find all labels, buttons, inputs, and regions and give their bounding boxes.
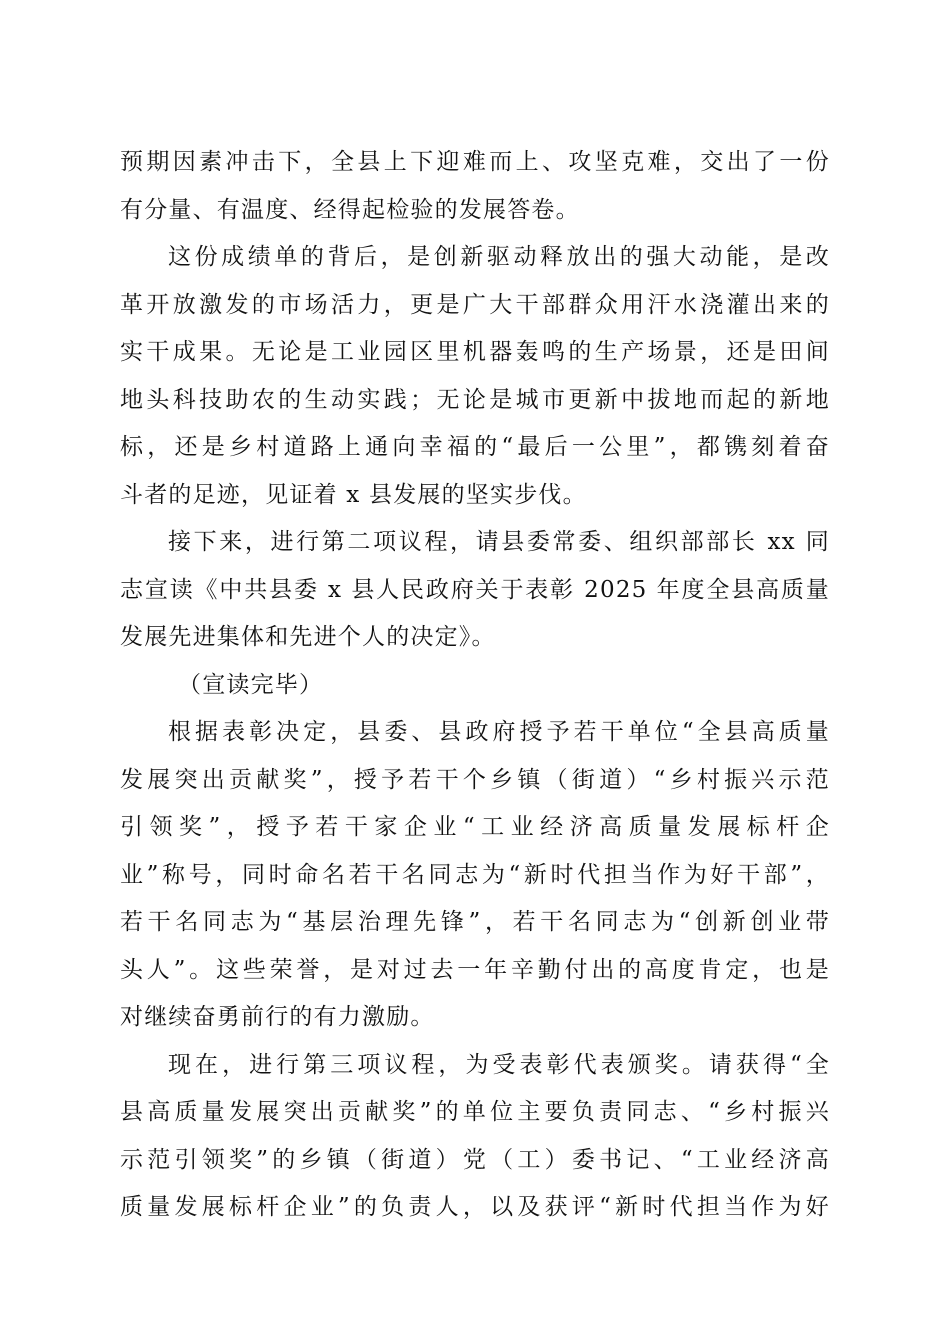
- document-body: [120, 139, 830, 1232]
- paragraph-line: 发展先进集体和先进个人的决定》。: [120, 624, 496, 650]
- paragraph-line: （宣读完毕）: [178, 671, 324, 698]
- paragraph-line: 斗者的足迹，见证着 x 县发展的坚实步伐。: [120, 481, 587, 508]
- paragraph-line: 地头科技助农的生动实践；无论是城市更新中拔地而起的新地: [120, 386, 830, 413]
- paragraph-1: [120, 139, 830, 234]
- paragraph-line: 引领奖”，授予若干家企业“工业经济高质量发展标杆企: [120, 814, 830, 840]
- paragraph-2: [120, 234, 830, 519]
- paragraph-line: 县高质量发展突出贡献奖”的单位主要负责同志、“乡村振兴: [120, 1099, 830, 1125]
- paragraph-line: 示范引领奖”的乡镇（街道）党（工）委书记、“工业经济高: [120, 1146, 830, 1173]
- paragraph-6: [120, 1042, 830, 1232]
- paragraph-line: 预期因素冲击下，全县上下迎难而上、攻坚克难，交出了一份: [120, 149, 830, 175]
- paragraph-line: 若干名同志为“基层治理先锋”，若干名同志为“创新创业带: [120, 909, 830, 935]
- paragraph-line: 根据表彰决定，县委、县政府授予若干单位“全县高质量: [168, 719, 830, 745]
- paragraph-5: [120, 709, 830, 1042]
- paragraph-line: 现在，进行第三项议程，为受表彰代表颁奖。请获得“全: [168, 1051, 830, 1078]
- paragraph-line: 业”称号，同时命名若干名同志为“新时代担当作为好干部”，: [120, 861, 830, 888]
- paragraph-line: 标，还是乡村道路上通向幸福的“最后一公里”，都镌刻着奋: [120, 434, 830, 460]
- paragraph-line: 对继续奋勇前行的有力激励。: [120, 1004, 435, 1030]
- paragraph-line: 有分量、有温度、经得起检验的发展答卷。: [120, 196, 580, 223]
- paragraph-4: [120, 662, 830, 710]
- paragraph-line: 革开放激发的市场活力，更是广大干部群众用汗水浇灌出来的: [120, 291, 830, 318]
- paragraph-line: 这份成绩单的背后，是创新驱动释放出的强大动能，是改: [168, 244, 830, 270]
- paragraph-line: 头人”。这些荣誉，是对过去一年辛勤付出的高度肯定，也是: [120, 956, 830, 983]
- paragraph-line: 实干成果。无论是工业园区里机器轰鸣的生产场景，还是田间: [120, 339, 830, 365]
- paragraph-line: 接下来，进行第二项议程，请县委常委、组织部部长 xx 同: [168, 529, 830, 555]
- paragraph-3: [120, 519, 830, 662]
- paragraph-line: 发展突出贡献奖”，授予若干个乡镇（街道）“乡村振兴示范: [120, 766, 830, 793]
- paragraph-line: 志宣读《中共县委 x 县人民政府关于表彰 2025 年度全县高质量: [120, 576, 830, 603]
- paragraph-line: 质量发展标杆企业”的负责人，以及获评“新时代担当作为好: [120, 1194, 830, 1220]
